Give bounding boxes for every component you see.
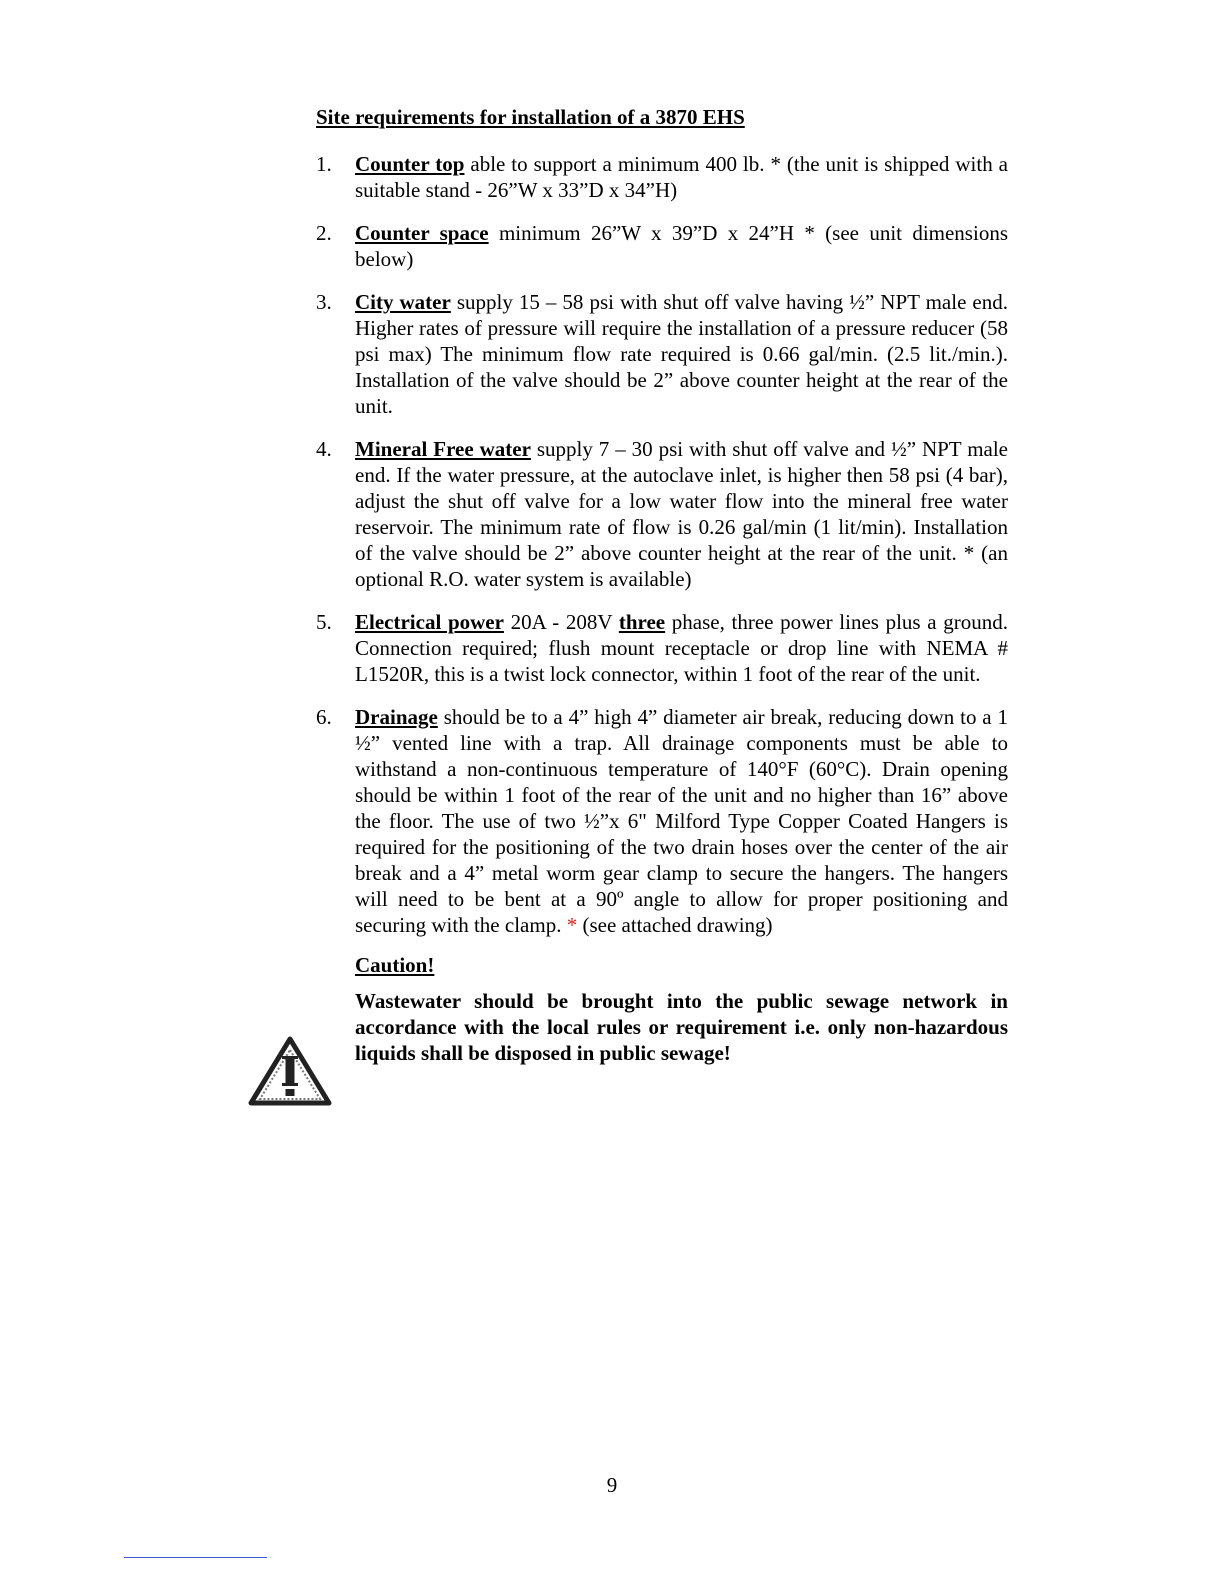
requirement-item: [316, 704, 1008, 938]
requirement-keyword-three: three: [618, 610, 666, 634]
requirement-number: 5.: [316, 610, 332, 634]
requirement-keyword: Electrical power: [355, 610, 504, 634]
requirement-item: [316, 220, 1008, 272]
requirement-item: [316, 289, 1008, 419]
requirement-keyword: Counter top: [355, 152, 465, 176]
requirement-item: [316, 436, 1008, 592]
caution-title: Caution!: [355, 953, 435, 977]
caution-block: [355, 952, 1008, 1066]
caution-text: Wastewater should be brought into the public sewage network in accordance with the local rules or requirement i.e. only non-hazardous liquids shall be disposed in public sewage!: [355, 989, 1008, 1065]
requirement-description: should be to a 4” high 4” diameter air break, reducing down to a 1 ½” vented line with a trap. All drainage components must be able to withstand a non-continuous temperature of 140°F (60°C). Drain opening should be within 1 foot of the rear of the unit and no higher than 16” above the floor. The use of two ½”x 6" Milford Type Copper Coated Hangers is required for the positioning of the two drain hoses over the center of the air break and a 4” metal worm gear clamp to secure the hangers. The hangers will need to be bent at a 90º angle to allow for proper positioning and securing with the clamp.: [355, 705, 1008, 937]
requirement-text: [355, 436, 1008, 592]
requirement-number: 2.: [316, 221, 332, 245]
requirement-number: 3.: [316, 290, 332, 314]
requirement-description: able to support a minimum 400 lb. * (the unit is shipped with a suitable stand - 26”W x 33”D x 34”H): [355, 152, 1009, 202]
document-body: [316, 104, 1008, 1066]
page-number: 9: [606, 1473, 618, 1497]
requirement-description: minimum 26”W x 39”D x 24”H * (see unit dimensions below): [355, 221, 1008, 271]
requirement-keyword: Mineral Free water: [355, 437, 531, 461]
requirement-keyword: City water: [355, 290, 451, 314]
requirement-text: [355, 609, 1008, 687]
footnote-divider: [124, 1557, 267, 1558]
requirement-number: 4.: [316, 437, 332, 461]
requirement-keyword: Counter space: [355, 221, 489, 245]
requirement-description: supply 7 – 30 psi with shut off valve and ½” NPT male end. If the water pressure, at the autoclave inlet, is higher then 58 psi (4 bar), adjust the shut off valve for a low water flow into the mineral free water reservoir. The minimum rate of flow is 0.26 gal/min (1 lit/min). Installation of the valve should be 2” above counter height at the rear of the unit. * (an optional R.O. water system is available): [355, 437, 1008, 591]
requirement-number: 6.: [316, 705, 332, 729]
requirement-text: [355, 220, 1008, 272]
requirement-text: [355, 704, 1008, 938]
requirement-description-continued: (see attached drawing): [577, 913, 773, 937]
requirement-description: 20A - 208V: [503, 610, 619, 634]
requirement-item: [316, 151, 1008, 203]
requirement-description: supply 15 – 58 psi with shut off valve having ½” NPT male end. Higher rates of pressure will require the installation of a pressure reducer (58 psi max) The minimum flow rate required is 0.66 gal/min. (2.5 lit./min.). Installation of the valve should be 2” above counter height at the rear of the unit.: [355, 290, 1009, 418]
requirement-text: [355, 289, 1008, 419]
page-title: Site requirements for installation of a 3870 EHS: [316, 105, 745, 129]
requirement-number: 1.: [316, 152, 332, 176]
red-asterisk: *: [566, 913, 578, 937]
requirement-item: [316, 609, 1008, 687]
warning-triangle-icon: [247, 1036, 333, 1108]
requirement-description-continued: phase, three power lines plus a ground. Connection required; flush mount receptacle or drop line with NEMA # L1520R, this is a twist lock connector, within 1 foot of the rear of the unit.: [355, 610, 1008, 686]
requirement-keyword: Drainage: [355, 705, 438, 729]
requirement-text: [355, 151, 1008, 203]
